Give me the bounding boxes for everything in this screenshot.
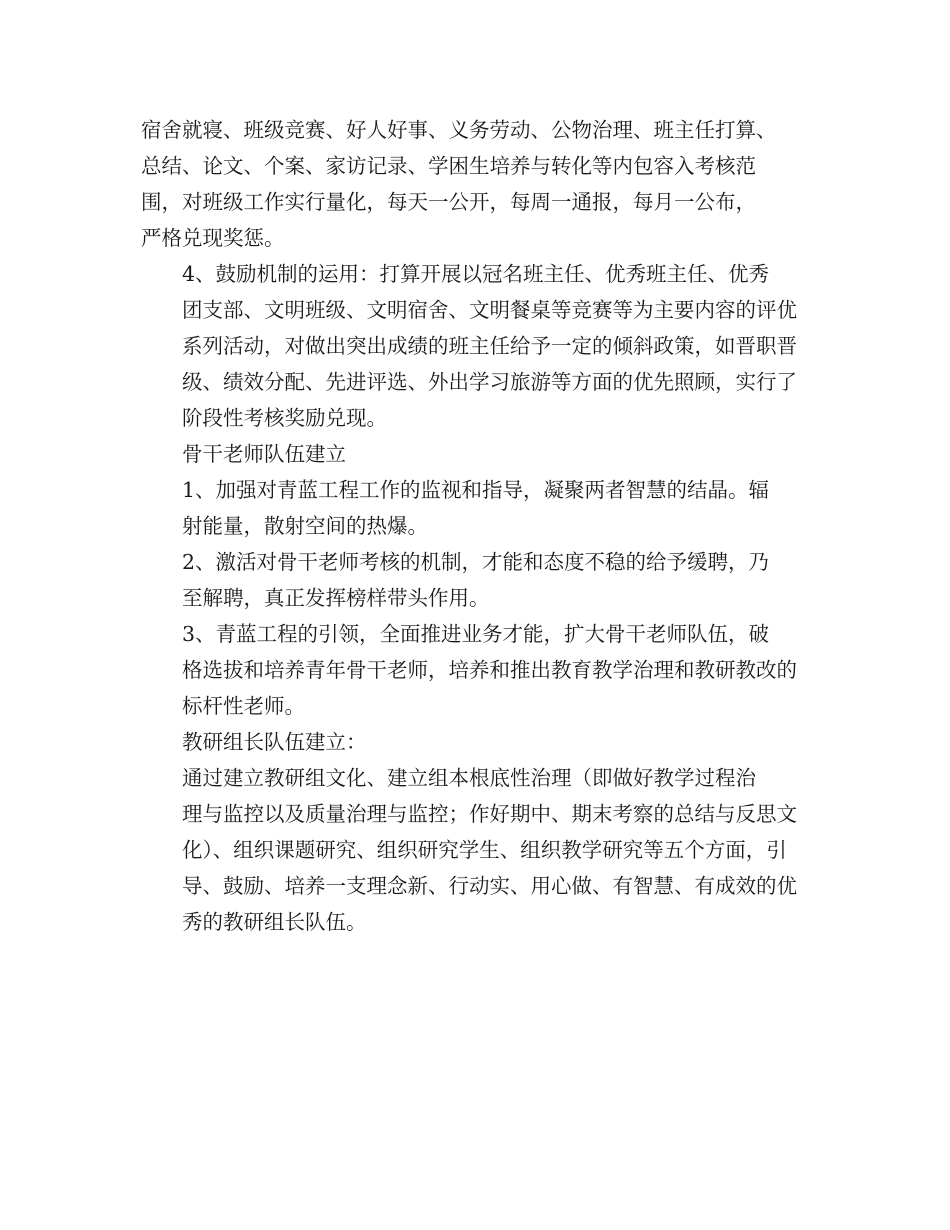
paragraph-backbone-3	[141, 616, 831, 724]
text-line: 1、加强对青蓝工程工作的监视和指导，凝聚两者智慧的结晶。辐	[182, 478, 770, 502]
text-line: 射能量，散射空间的热爆。	[182, 514, 428, 538]
text-line: 教研组长队伍建立：	[182, 730, 367, 754]
text-line: 至解聘，真正发挥榜样带头作用。	[182, 586, 490, 610]
paragraph-continuation	[141, 112, 831, 256]
text-line: 级、绩效分配、先进评选、外出学习旅游等方面的优先照顾，实行了	[182, 370, 797, 394]
text-line: 3、青蓝工程的引领，全面推进业务才能，扩大骨干老师队伍，破	[182, 622, 770, 646]
heading-research-group-leaders	[141, 724, 831, 760]
text-line: 化）、组织课题研究、组织研究学生、组织教学研究等五个方面，引	[182, 838, 787, 862]
text-line: 理与监控以及质量治理与监控；作好期中、期末考察的总结与反思文	[182, 802, 797, 826]
heading-backbone-teachers	[141, 436, 831, 472]
paragraph-research-group-leaders	[141, 760, 831, 940]
paragraph-backbone-1	[141, 472, 831, 544]
text-line: 围，对班级工作实行量化，每天一公开，每周一通报，每月一公布，	[141, 190, 756, 214]
text-line: 导、鼓励、培养一支理念新、行动实、用心做、有智慧、有成效的优	[182, 874, 797, 898]
text-line: 格选拔和培养青年骨干老师，培养和推出教育教学治理和教研教改的	[182, 658, 797, 682]
text-line: 严格兑现奖惩。	[141, 226, 285, 250]
text-line: 团支部、文明班级、文明宿舍、文明餐桌等竞赛等为主要内容的评优	[182, 298, 797, 322]
text-line: 宿舍就寝、班级竞赛、好人好事、义务劳动、公物治理、班主任打算、	[141, 118, 777, 142]
document-page	[141, 112, 831, 940]
text-line: 通过建立教研组文化、建立组本根底性治理（即做好教学过程治	[182, 766, 756, 790]
text-line: 标杆性老师。	[182, 694, 305, 718]
text-line: 4、鼓励机制的运用：打算开展以冠名班主任、优秀班主任、优秀	[182, 262, 770, 286]
text-line: 2、激活对骨干老师考核的机制，才能和态度不稳的给予缓聘，乃	[182, 550, 770, 574]
text-line: 总结、论文、个案、家访记录、学困生培养与转化等内包容入考核范	[141, 154, 756, 178]
paragraph-incentive-mechanism	[141, 256, 831, 436]
paragraph-backbone-2	[141, 544, 831, 616]
text-line: 骨干老师队伍建立	[182, 442, 346, 466]
text-line: 秀的教研组长队伍。	[182, 910, 367, 934]
text-line: 阶段性考核奖励兑现。	[182, 406, 387, 430]
text-line: 系列活动，对做出突出成绩的班主任给予一定的倾斜政策，如晋职晋	[182, 334, 797, 358]
